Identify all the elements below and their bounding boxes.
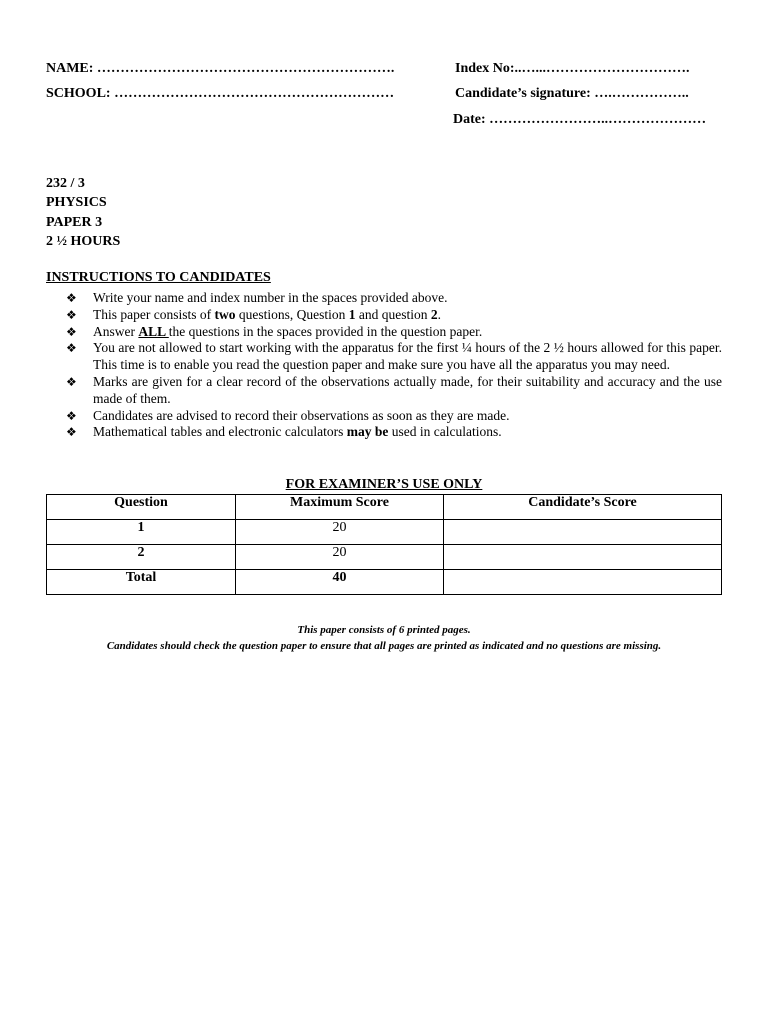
school-field: SCHOOL: ……………………………………………………	[46, 86, 395, 101]
instruction-emphasis: may be	[346, 424, 389, 440]
instruction-emphasis: ALL	[138, 323, 169, 339]
column-header-question: Question	[47, 495, 236, 520]
instruction-item	[66, 290, 722, 307]
date-field: Date: ……………………..…………………	[453, 112, 707, 127]
subject-title: PHYSICS	[46, 195, 107, 211]
total-max-score-cell: 40	[236, 570, 444, 595]
diamond-bullet-icon: ❖	[66, 324, 77, 339]
examiner-section-title: FOR EXAMINER’S USE ONLY	[285, 477, 483, 492]
max-score-cell: 20	[236, 520, 444, 545]
instructions-list	[66, 290, 722, 441]
instruction-text: This paper consists of	[93, 306, 215, 322]
instruction-text: and question	[355, 306, 431, 322]
instruction-item	[66, 424, 722, 441]
diamond-bullet-icon: ❖	[66, 341, 77, 356]
question-cell: 1	[47, 520, 236, 545]
candidate-score-cell[interactable]	[444, 545, 722, 570]
table-header-row	[47, 495, 722, 520]
paper-number: PAPER 3	[46, 214, 103, 230]
exam-duration: 2 ½ HOURS	[46, 233, 121, 249]
instruction-emphasis: two	[214, 306, 236, 322]
instruction-text: used in calculations.	[388, 424, 502, 440]
instruction-text: Marks are given for a clear record of the observations actually made, for their suitability and accuracy and the use made of them.	[93, 373, 722, 406]
instruction-item	[66, 374, 722, 408]
name-field: NAME: ……………………………………………………….	[46, 61, 395, 76]
diamond-bullet-icon: ❖	[66, 374, 77, 389]
table-row	[47, 545, 722, 570]
instruction-text: the questions in the spaces provided in the question paper.	[168, 323, 483, 339]
diamond-bullet-icon: ❖	[66, 291, 77, 305]
page-count-note: This paper consists of 6 printed pages.	[297, 624, 471, 636]
instruction-item	[66, 340, 722, 374]
column-header-candidate-score: Candidate’s Score	[444, 495, 722, 520]
score-table	[46, 494, 722, 595]
instruction-emphasis: 1	[348, 306, 356, 322]
instruction-text: Candidates are advised to record their observations as soon as they are made.	[93, 407, 510, 423]
instruction-text: Write your name and index number in the spaces provided above.	[93, 290, 448, 305]
index-number-field: Index No:..…...………………………….	[455, 61, 690, 76]
table-row	[47, 570, 722, 595]
instruction-item	[66, 408, 722, 425]
instruction-item	[66, 307, 722, 324]
instruction-text: questions, Question	[235, 306, 349, 322]
paper-code: 232 / 3	[46, 176, 85, 191]
instructions-title: INSTRUCTIONS TO CANDIDATES	[46, 270, 271, 285]
instruction-emphasis: 2	[430, 306, 438, 322]
total-candidate-score-cell[interactable]	[444, 570, 722, 595]
question-cell: 2	[47, 545, 236, 570]
instruction-item	[66, 324, 722, 341]
course-info	[46, 174, 120, 251]
candidate-signature-field: Candidate’s signature: ….……………..	[455, 86, 689, 101]
max-score-cell: 20	[236, 545, 444, 570]
total-label-cell: Total	[47, 570, 236, 595]
instruction-text: Answer	[93, 323, 139, 339]
instruction-text: .	[437, 306, 441, 322]
page-check-note: Candidates should check the question paper to ensure that all pages are printed as indicated and no questions are missing.	[106, 640, 662, 652]
instruction-text: Mathematical tables and electronic calculators	[93, 424, 347, 440]
diamond-bullet-icon: ❖	[66, 408, 77, 423]
instruction-text: You are not allowed to start working with the apparatus for the first ¼ hours of the 2 ½ hours allowed for this paper. This time is to enable you read the question paper and make sure you have all the apparatus you may need.	[93, 340, 722, 373]
diamond-bullet-icon: ❖	[66, 307, 77, 322]
candidate-score-cell[interactable]	[444, 520, 722, 545]
column-header-max-score: Maximum Score	[236, 495, 444, 520]
diamond-bullet-icon: ❖	[66, 425, 77, 440]
table-row	[47, 520, 722, 545]
